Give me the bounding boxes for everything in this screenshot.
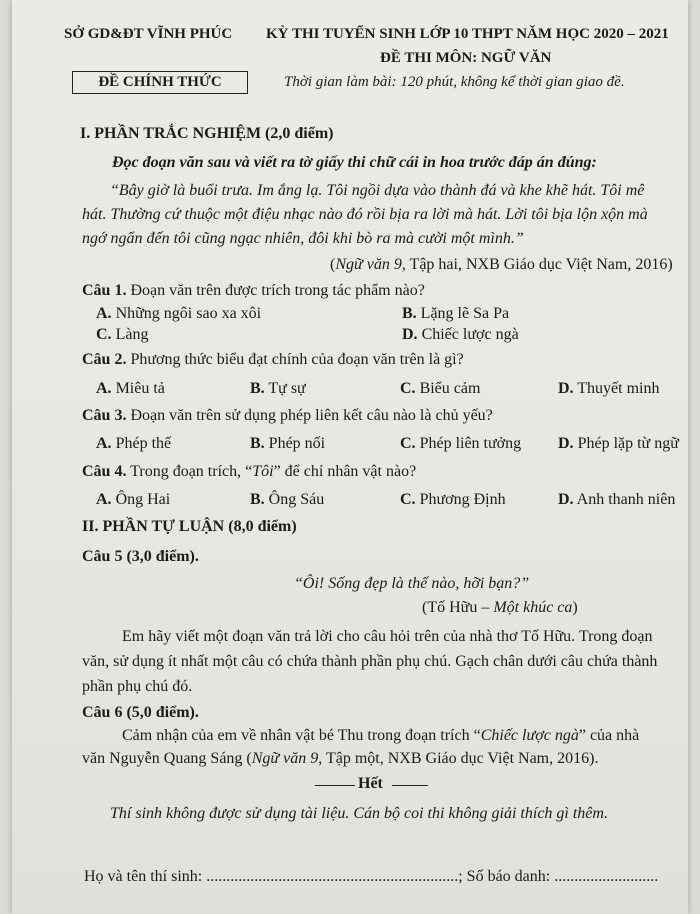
- q2-option-b: B. Tự sự: [250, 380, 306, 397]
- time-note: Thời gian làm bài: 120 phút, không kể thời gian giao đề.: [284, 74, 625, 90]
- q1-option-c: C. Làng: [96, 326, 149, 343]
- candidate-name-field: ...............................................................: [206, 868, 459, 885]
- q5-prompt-line-3: phần phụ chú đó.: [82, 678, 193, 695]
- q5-prompt-line-1: Em hãy viết một đoạn văn trả lời cho câu hỏi trên của nhà thơ Tố Hữu. Trong đoạn: [122, 628, 653, 645]
- q6-prompt-line-1: Cảm nhận của em về nhân vật bé Thu trong đoạn trích “Chiếc lược ngà” của nhà: [122, 727, 640, 744]
- question-3: Câu 3. Đoạn văn trên sử dụng phép liên kết câu nào là chủ yếu?: [82, 407, 493, 424]
- q5-quote: “Ôi! Sống đẹp là thế nào, hỡi bạn?”: [294, 575, 530, 592]
- q1-option-d: D. Chiếc lược ngà: [402, 326, 519, 343]
- end-rule-left: [315, 785, 355, 786]
- q5-prompt-line-2: văn, sử dụng ít nhất một câu có chứa thành phần phụ chú. Gạch chân dưới câu chứa thành: [82, 653, 658, 670]
- exam-title: KỲ THI TUYỂN SINH LỚP 10 THPT NĂM HỌC 2020 – 2021: [266, 26, 669, 42]
- q3-option-d: D. Phép lặp từ ngữ: [558, 435, 679, 452]
- end-marker: Hết: [358, 775, 383, 792]
- q6-label: Câu 6 (5,0 điểm).: [82, 704, 199, 721]
- part1-heading: I. PHẦN TRẮC NGHIỆM (2,0 điểm): [80, 125, 334, 142]
- passage-source: (Ngữ văn 9, Tập hai, NXB Giáo dục Việt Nam, 2016): [330, 256, 673, 273]
- footer-note: Thí sinh không được sử dụng tài liệu. Cán bộ coi thi không giải thích gì thêm.: [110, 805, 608, 822]
- candidate-name-label: Họ và tên thí sinh:: [84, 868, 207, 885]
- passage-line-1: “Bây giờ là buổi trưa. Im ắng lạ. Tôi ngồi dựa vào thành đá và khe khẽ hát. Tôi mê: [110, 182, 645, 199]
- question-4: Câu 4. Trong đoạn trích, “Tôi” để chỉ nhân vật nào?: [82, 463, 417, 480]
- exam-subject: ĐỀ THI MÔN: NGỮ VĂN: [380, 50, 552, 66]
- q2-option-a: A. Miêu tả: [96, 380, 165, 397]
- q3-option-b: B. Phép nối: [250, 435, 326, 452]
- q3-option-a: A. Phép thế: [96, 435, 172, 452]
- q5-quote-source: (Tố Hữu – Một khúc ca): [422, 599, 578, 616]
- q1-option-b: B. Lặng lẽ Sa Pa: [402, 305, 510, 322]
- q5-label: Câu 5 (3,0 điểm).: [82, 548, 199, 565]
- source-book: Ngữ văn 9: [335, 256, 402, 273]
- q4-option-d: D. Anh thanh niên: [558, 491, 676, 508]
- q6-prompt-line-2: văn Nguyễn Quang Sáng (Ngữ văn 9, Tập một, NXB Giáo dục Việt Nam, 2016).: [82, 750, 599, 767]
- candidate-info-line: [84, 868, 658, 886]
- question-1: [82, 282, 425, 300]
- exam-paper: [12, 0, 688, 914]
- official-exam-box: ĐỀ CHÍNH THỨC: [72, 71, 248, 94]
- q2-option-d: D. Thuyết minh: [558, 380, 660, 397]
- end-rule-right: [392, 785, 428, 786]
- passage-line-2: hát. Thường cứ thuộc một điệu nhạc nào đó rồi bịa ra lời mà hát. Lời tôi bịa lộn xộn mà: [82, 206, 648, 223]
- source-rest: , Tập hai, NXB Giáo dục Việt Nam, 2016): [401, 256, 673, 273]
- q1-text: Đoạn văn trên được trích trong tác phẩm nào?: [126, 282, 425, 299]
- q4-option-b: B. Ông Sáu: [250, 491, 325, 508]
- candidate-number-field: ..........................: [554, 868, 659, 885]
- q4-option-a: A. Ông Hai: [96, 491, 171, 508]
- passage-line-3: ngớ ngẩn đến tôi cũng ngạc nhiên, đôi khi bò ra mà cười một mình.”: [82, 230, 524, 247]
- part2-heading: II. PHẦN TỰ LUẬN (8,0 điểm): [82, 518, 297, 535]
- q4-option-c: C. Phương Định: [400, 491, 506, 508]
- department-name: SỞ GD&ĐT VĨNH PHÚC: [64, 26, 233, 42]
- q1-option-a: A. Những ngôi sao xa xôi: [96, 305, 262, 322]
- q1-label: Câu 1.: [82, 282, 127, 299]
- question-2: Câu 2. Phương thức biểu đạt chính của đoạn văn trên là gì?: [82, 351, 464, 368]
- part1-instruction: Đọc đoạn văn sau và viết ra tờ giấy thi chữ cái in hoa trước đáp án đúng:: [112, 154, 597, 171]
- q2-option-c: C. Biểu cảm: [400, 380, 481, 397]
- q3-option-c: C. Phép liên tưởng: [400, 435, 522, 452]
- candidate-number-label: ; Số báo danh:: [458, 868, 555, 885]
